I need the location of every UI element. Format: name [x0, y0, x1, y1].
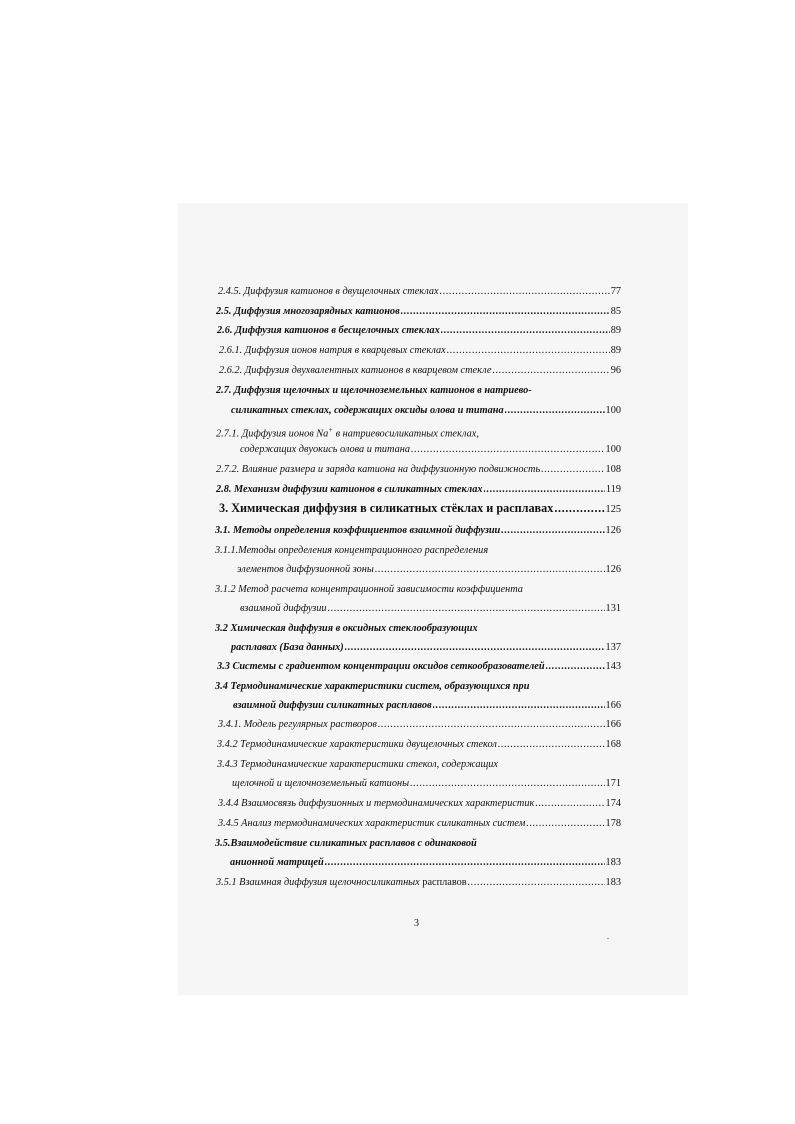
toc-entry-title: элементов диффузионной зоны: [237, 564, 374, 575]
toc-entry-title: [216, 876, 467, 889]
toc-entry-2-7-line1: [216, 384, 532, 397]
toc-entry-2-6: [217, 324, 621, 337]
toc-entry-3: [219, 501, 621, 517]
toc-entry-3-4-4: [218, 797, 621, 810]
toc-entry-2-7-line2: [231, 404, 621, 417]
toc-entry-page: 143: [605, 661, 621, 672]
toc-entry-2-4-5: [218, 285, 621, 298]
toc-entry-3-2-line2: [231, 641, 621, 654]
toc-entry-3-1: [215, 524, 621, 537]
toc-entry-page: 166: [605, 700, 621, 711]
toc-entry-3-3: [217, 660, 621, 673]
toc-entry-3-2-line1: [215, 622, 478, 635]
toc-entry-3-4-2: [217, 738, 621, 751]
toc-entry-title-roman: расплавов: [419, 877, 467, 888]
toc-entry-title: щелочной и щелочноземельный катионы: [232, 778, 410, 789]
toc-entry-title: 2.7.2. Влияние размера и заряда катиона на диффузионную подвижность: [216, 464, 541, 475]
toc-entry-title: 2.6.1. Диффузия ионов натрия в кварцевых стеклах: [219, 345, 446, 356]
toc-entry-page: 100: [605, 405, 621, 416]
toc-entry-3-4-3-line1: [217, 758, 498, 771]
toc-entry-title: 2.7. Диффузия щелочных и щелочноземельных катионов в натриево-: [216, 385, 532, 396]
toc-entry-title: содержащих двуокись олова и титана: [240, 444, 411, 455]
toc-entry-title: 3. Химическая диффузия в силикатных стёклах и расплавах: [219, 501, 554, 515]
toc-entry-title: 3.4 Термодинамические характеристики систем, образующихся при: [215, 681, 530, 692]
toc-entry-2-7-1-line2: [240, 443, 621, 456]
toc-entry-3-4-line2: [233, 699, 621, 712]
toc-entry-title: анионной матрицей: [230, 857, 324, 868]
toc-entry-page: 89: [610, 345, 621, 356]
scan-mark: [607, 938, 609, 939]
toc-entry-page: 77: [610, 286, 621, 297]
toc-entry-title: 3.1.1.Методы определения концентрационного распределения: [215, 545, 489, 556]
toc-entry-title: 3.1.2 Метод расчета концентрационной зависимости коэффициента: [215, 584, 523, 595]
toc-entry-page: 131: [605, 603, 621, 614]
toc-entry-title: 2.4.5. Диффузия катионов в двущелочных стеклах: [218, 286, 439, 297]
toc-entry-title: 3.4.1. Модель регулярных растворов: [218, 719, 377, 730]
toc-entry-page: 85: [610, 306, 621, 317]
toc-entry-2-6-2: [219, 364, 621, 377]
toc-entry-3-1-1-line2: [237, 563, 621, 576]
toc-entry-title: 3.4.4 Взаимосвязь диффузионных и термодинамических характеристик: [218, 798, 535, 809]
toc-entry-page: 126: [605, 564, 621, 575]
toc-entry-3-4-1: [218, 718, 621, 731]
toc-entry-3-4-line1: [215, 680, 529, 693]
toc-entry-title: 2.5. Диффузия многозарядных катионов: [216, 306, 400, 317]
toc-entry-page: 174: [605, 798, 621, 809]
toc-entry-title-italic: 3.5.1 Взаимная диффузия щелочносиликатных: [216, 877, 420, 888]
toc-entry-page: 100: [605, 444, 621, 455]
toc-entry-2-8: [216, 483, 621, 496]
toc-entry-title: 2.6. Диффузия катионов в бесщелочных стеклах: [217, 325, 440, 336]
toc-entry-page: 171: [605, 778, 621, 789]
toc-entry-page: 96: [610, 365, 621, 376]
toc-entry-title: 3.4.3 Термодинамические характеристики стекол, содержащих: [217, 759, 498, 770]
superscript-plus: +: [328, 426, 334, 434]
toc-entry-title: 3.1. Методы определения коэффициентов взаимной диффузии: [215, 525, 501, 536]
toc-entry-title: взаимной диффузии силикатных расплавов: [233, 700, 432, 711]
toc-entry-page: 126: [605, 525, 621, 536]
toc-entry-3-5-line1: [215, 837, 477, 850]
toc-entry-title: взаимной диффузии: [240, 603, 327, 614]
toc-entry-page: 183: [605, 857, 621, 868]
toc-entry-page: 168: [605, 739, 621, 750]
toc-entry-page: 183: [605, 877, 621, 888]
toc-entry-page: 108: [605, 464, 621, 475]
toc-entry-3-5-1: [216, 876, 621, 889]
toc-entry-title: 3.4.2 Термодинамические характеристики двущелочных стекол: [217, 739, 497, 750]
toc-entry-2-6-1: [219, 344, 621, 357]
toc-entry-page: 125: [605, 504, 621, 515]
toc-entry-page: 137: [605, 642, 621, 653]
toc-entry-title: 3.3 Системы с градиентом концентрации оксидов сеткообразователей: [217, 661, 545, 672]
toc-entry-page: 119: [605, 484, 621, 495]
toc-entry-title: 3.2 Химическая диффузия в оксидных стеклообразующих: [215, 623, 478, 634]
page-number: 3: [414, 918, 419, 929]
toc-entry-title: 2.7.1. Диффузия ионов Na: [216, 428, 329, 440]
toc-entry-title: 2.6.2. Диффузия двухвалентных катионов в кварцевом стекле: [219, 365, 492, 376]
toc-entry-2-7-1-line1: [216, 424, 479, 440]
toc-entry-title: 2.8. Механизм диффузии катионов в силикатных стеклах: [216, 484, 483, 495]
toc-entry-page: 178: [605, 818, 621, 829]
toc-entry-title: силикатных стеклах, содержащих оксиды олова и титана: [231, 405, 504, 416]
toc-entry-title: 3.4.5 Анализ термодинамических характеристик силикатных систем: [218, 818, 526, 829]
toc-entry-title-cont: в натриевосиликатных стеклах,: [333, 428, 479, 440]
toc-entry-title: 3.5.Взаимодействие силикатных расплавов с одинаковой: [215, 838, 477, 849]
toc-entry-page: 166: [605, 719, 621, 730]
toc-entry-3-1-1-line1: [215, 544, 488, 557]
toc-entry-3-1-2-line1: [215, 583, 523, 596]
toc-entry-3-4-5: [218, 817, 621, 830]
toc-entry-3-4-3-line2: [232, 777, 621, 790]
toc-entry-3-1-2-line2: [240, 602, 621, 615]
toc-entry-3-5-line2: [230, 856, 621, 869]
toc-entry-2-7-2: [216, 463, 621, 476]
toc-entry-title: расплавах (База данных): [231, 642, 344, 653]
toc-entry-2-5: [216, 305, 621, 318]
toc-entry-page: 89: [610, 325, 621, 336]
